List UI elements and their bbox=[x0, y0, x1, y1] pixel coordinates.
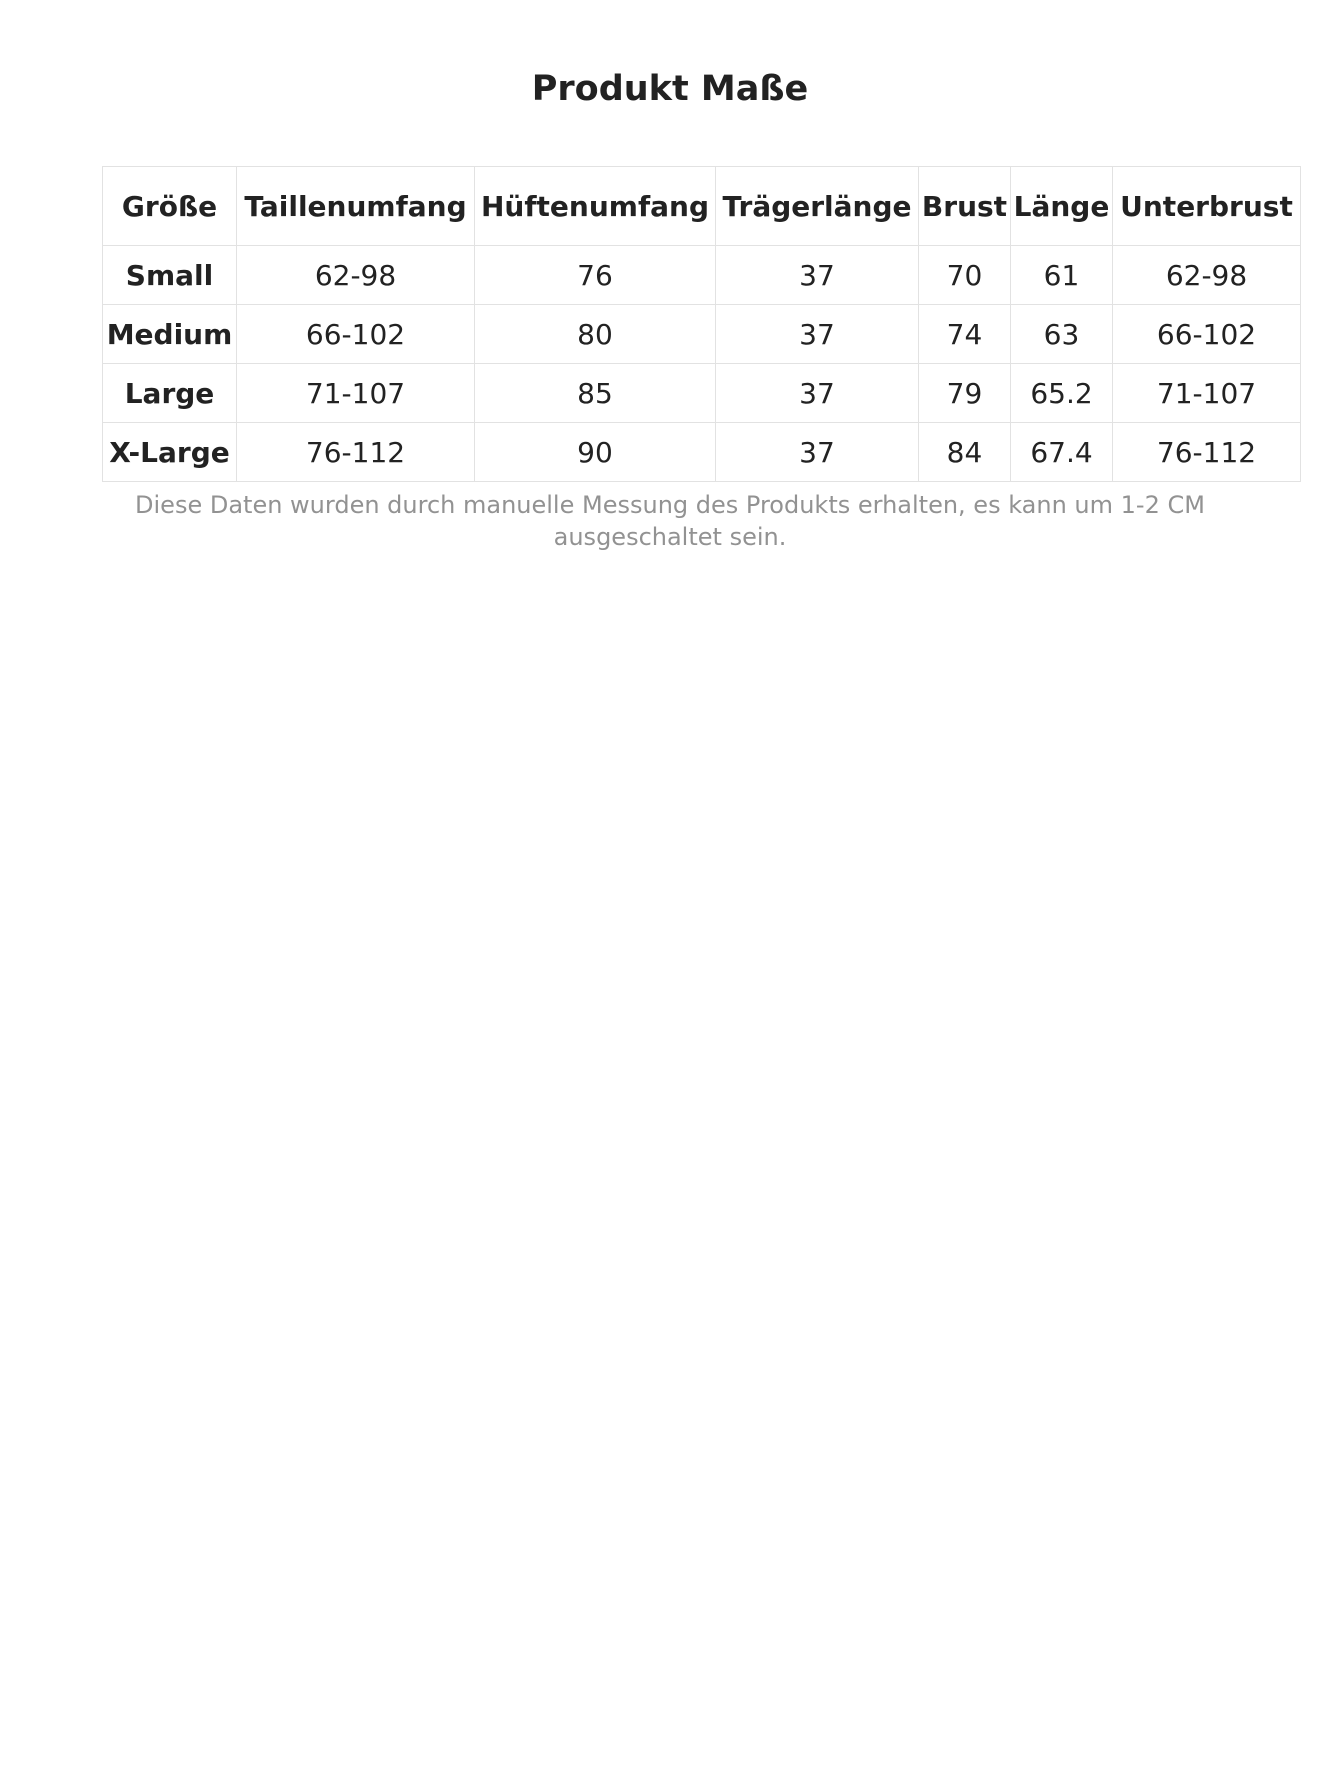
table-cell: 63 bbox=[1011, 305, 1113, 364]
table-cell: 74 bbox=[919, 305, 1011, 364]
row-header-size: Small bbox=[103, 246, 237, 305]
table-cell: 84 bbox=[919, 423, 1011, 482]
table-cell: 65.2 bbox=[1011, 364, 1113, 423]
table-cell: 37 bbox=[716, 423, 919, 482]
column-header-length: Länge bbox=[1011, 167, 1113, 246]
table-cell: 70 bbox=[919, 246, 1011, 305]
table-row bbox=[103, 364, 1301, 423]
column-header-bust: Brust bbox=[919, 167, 1011, 246]
table-cell: 37 bbox=[716, 364, 919, 423]
column-header-underbust: Unterbrust bbox=[1113, 167, 1301, 246]
row-header-size: Large bbox=[103, 364, 237, 423]
page-title: Produkt Maße bbox=[531, 69, 809, 109]
size-chart-table bbox=[102, 166, 1301, 482]
row-header-size: X-Large bbox=[103, 423, 237, 482]
table-cell: 71-107 bbox=[237, 364, 475, 423]
table-header-row bbox=[103, 167, 1301, 246]
table-cell: 85 bbox=[475, 364, 716, 423]
table-row bbox=[103, 246, 1301, 305]
table-cell: 62-98 bbox=[237, 246, 475, 305]
table-cell: 66-102 bbox=[237, 305, 475, 364]
column-header-hip: Hüftenumfang bbox=[475, 167, 716, 246]
table-cell: 90 bbox=[475, 423, 716, 482]
table-cell: 76-112 bbox=[237, 423, 475, 482]
table-cell: 67.4 bbox=[1011, 423, 1113, 482]
table-row bbox=[103, 423, 1301, 482]
table-cell: 37 bbox=[716, 305, 919, 364]
table-cell: 66-102 bbox=[1113, 305, 1301, 364]
table-cell: 62-98 bbox=[1113, 246, 1301, 305]
column-header-waist: Taillenumfang bbox=[237, 167, 475, 246]
table-cell: 37 bbox=[716, 246, 919, 305]
table-cell: 80 bbox=[475, 305, 716, 364]
column-header-size: Größe bbox=[103, 167, 237, 246]
table-cell: 61 bbox=[1011, 246, 1113, 305]
table-cell: 79 bbox=[919, 364, 1011, 423]
column-header-strap-length: Trägerlänge bbox=[716, 167, 919, 246]
table-cell: 76-112 bbox=[1113, 423, 1301, 482]
table-cell: 71-107 bbox=[1113, 364, 1301, 423]
measurement-note: Diese Daten wurden durch manuelle Messung des Produkts erhalten, es kann um 1-2 CM ausgeschaltet sein. bbox=[135, 491, 1205, 551]
row-header-size: Medium bbox=[103, 305, 237, 364]
table-row bbox=[103, 305, 1301, 364]
table-cell: 76 bbox=[475, 246, 716, 305]
